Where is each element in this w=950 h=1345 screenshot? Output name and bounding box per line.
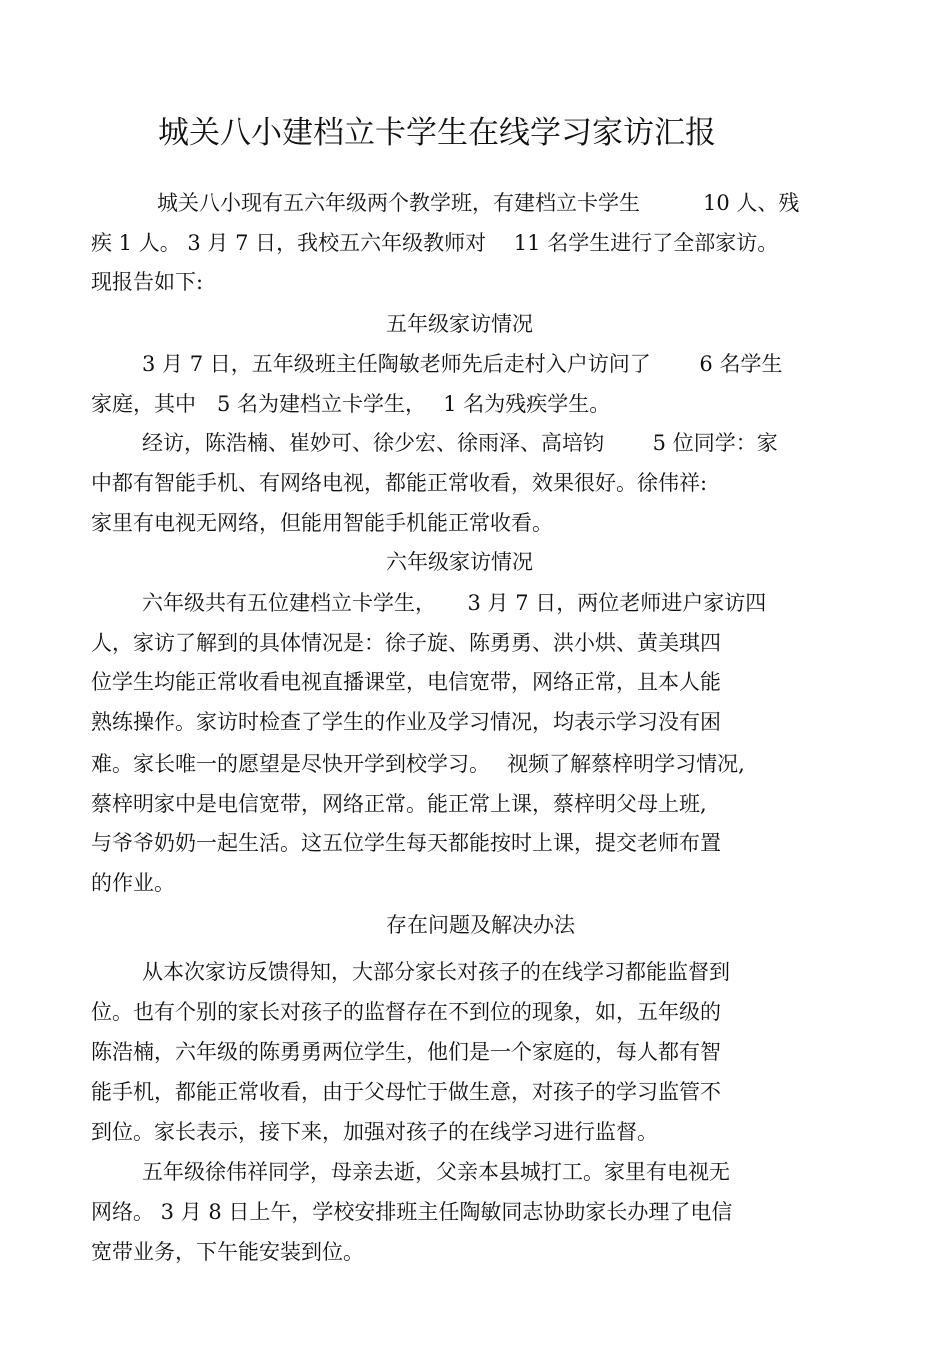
text-line: 现报告如下: — [91, 270, 204, 294]
text-line: 难。家长唯一的愿望是尽快开学到校学习。 视频了解蔡梓明学习情况, — [91, 752, 745, 776]
text-line: 到位。家长表示，接下来，加强对孩子的在线学习进行监督。 — [91, 1120, 658, 1144]
text-line: 蔡梓明家中是电信宽带，网络正常。能正常上课，蔡梓明父母上班, — [91, 792, 707, 816]
text-line: 网络。 3 月 8 日上午，学校安排班主任陶敏同志协助家长办理了电信 — [91, 1200, 733, 1224]
text-line: 疾 1 人。 3 月 7 日，我校五六年级教师对 11 名学生进行了全部家访。 — [91, 231, 779, 255]
section-heading: 存在问题及解决办法 — [386, 913, 575, 937]
text-line: 从本次家访反馈得知，大部分家长对孩子的在线学习都能监督到 — [142, 960, 730, 984]
text-line: 宽带业务，下午能安装到位。 — [91, 1240, 364, 1264]
text-line: 的作业。 — [91, 871, 175, 895]
text-line: 城关八小现有五六年级两个教学班，有建档立卡学生 10 人、残 — [157, 191, 800, 215]
text-line: 能手机，都能正常收看，由于父母忙于做生意，对孩子的学习监管不 — [91, 1080, 721, 1104]
text-line: 3 月 7 日，五年级班主任陶敏老师先后走村入户访问了 6 名学生 — [142, 352, 783, 376]
text-line: 五年级徐伟祥同学，母亲去逝，父亲本县城打工。家里有电视无 — [142, 1160, 730, 1184]
text-line: 家庭，其中 5 名为建档立卡学生， 1 名为残疾学生。 — [91, 392, 611, 416]
text-line: 中都有智能手机、有网络电视，都能正常收看，效果很好。徐伟祥: — [91, 471, 708, 495]
text-line: 经访，陈浩楠、崔妙可、徐少宏、徐雨泽、高培钧 5 位同学：家 — [142, 431, 778, 455]
page-title: 城关八小建档立卡学生在线学习家访汇报 — [158, 115, 716, 151]
text-line: 六年级共有五位建档立卡学生， 3 月 7 日，两位老师进户家访四 — [142, 591, 767, 615]
text-line: 家里有电视无网络，但能用智能手机能正常收看。 — [91, 511, 553, 535]
text-line: 位。也有个别的家长对孩子的监督存在不到位的现象，如，五年级的 — [91, 1000, 721, 1024]
text-line: 位学生均能正常收看电视直播课堂，电信宽带，网络正常，且本人能 — [91, 670, 721, 694]
text-line: 与爷爷奶奶一起生活。这五位学生每天都能按时上课，提交老师布置 — [91, 831, 721, 855]
section-heading: 五年级家访情况 — [386, 312, 533, 336]
text-line: 人，家访了解到的具体情况是：徐子旋、陈勇勇、洪小烘、黄美琪四 — [91, 631, 721, 655]
text-line: 熟练操作。家访时检查了学生的作业及学习情况，均表示学习没有困 — [91, 710, 721, 734]
text-line: 陈浩楠，六年级的陈勇勇两位学生，他们是一个家庭的，每人都有智 — [91, 1040, 721, 1064]
section-heading: 六年级家访情况 — [386, 550, 533, 574]
